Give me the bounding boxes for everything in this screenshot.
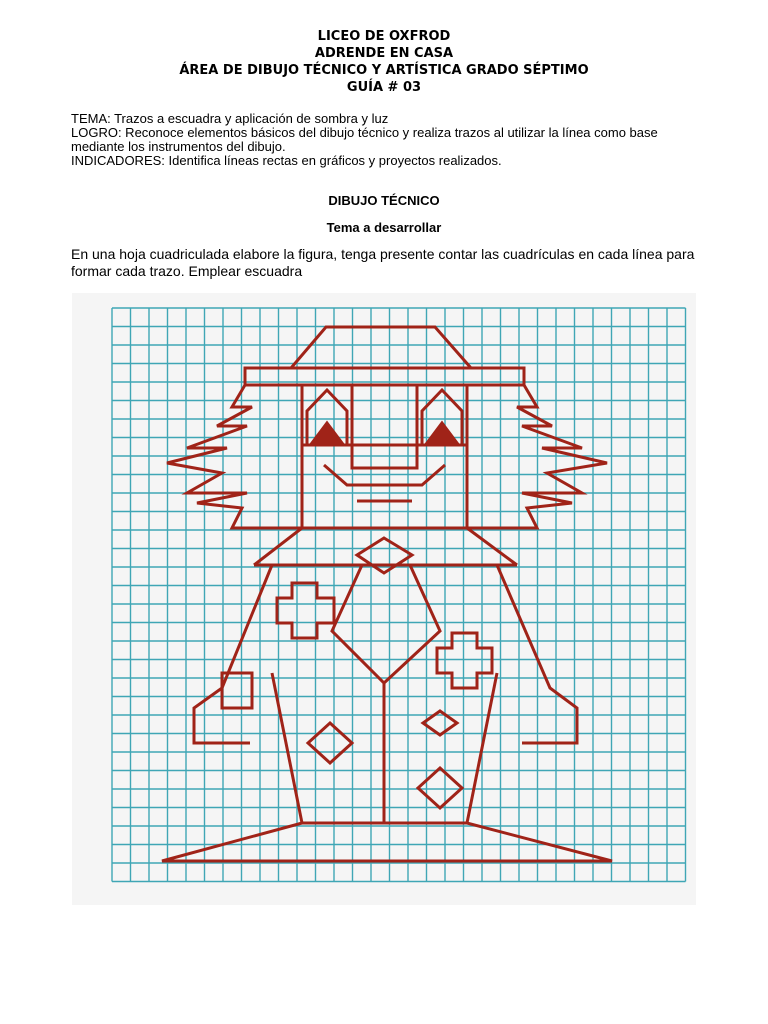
program-name: ADRENDE EN CASA <box>314 46 454 61</box>
school-name: LICEO DE OXFROD <box>317 29 451 44</box>
right-eye-pupil <box>427 423 457 443</box>
left-eye-pupil <box>312 423 342 443</box>
tema-line: TEMA: Trazos a escuadra y aplicación de sombra y luz <box>71 111 389 126</box>
document-header <box>0 28 768 96</box>
section-title: DIBUJO TÉCNICO <box>328 193 440 208</box>
diamond-right <box>418 768 462 808</box>
patch-cross-left <box>277 583 334 638</box>
collar-right <box>467 528 517 565</box>
logro-line: LOGRO: Reconoce elementos básicos del dibujo técnico y realiza trazos al utilizar la línea como base <box>71 125 658 140</box>
section-subtitle: Tema a desarrollar <box>326 220 442 235</box>
hat-crown <box>291 327 471 368</box>
clown-figure <box>162 327 612 861</box>
grid-figure-svg <box>72 293 696 905</box>
tie <box>332 565 440 683</box>
graph-paper-grid <box>112 308 686 882</box>
indicadores-line: INDICADORES: Identifica líneas rectas en gráficos y proyectos realizados. <box>71 153 502 168</box>
guide-number: GUÍA # 03 <box>346 80 422 95</box>
guide-info <box>71 112 711 168</box>
logro-line-continued: mediante los instrumentos del dibujo. <box>71 139 286 154</box>
instructions-paragraph: En una hoja cuadriculada elabore la figura, tenga presente contar las cuadrículas en cada línea para formar cada trazo. Emplear escuadra <box>71 246 695 279</box>
clown-grid-drawing <box>72 293 696 905</box>
diamond-left <box>308 723 352 763</box>
area-title: ÁREA DE DIBUJO TÉCNICO Y ARTÍSTICA GRADO SÉPTIMO <box>179 63 589 78</box>
tie-knot <box>357 538 412 573</box>
base-stand <box>162 823 612 861</box>
